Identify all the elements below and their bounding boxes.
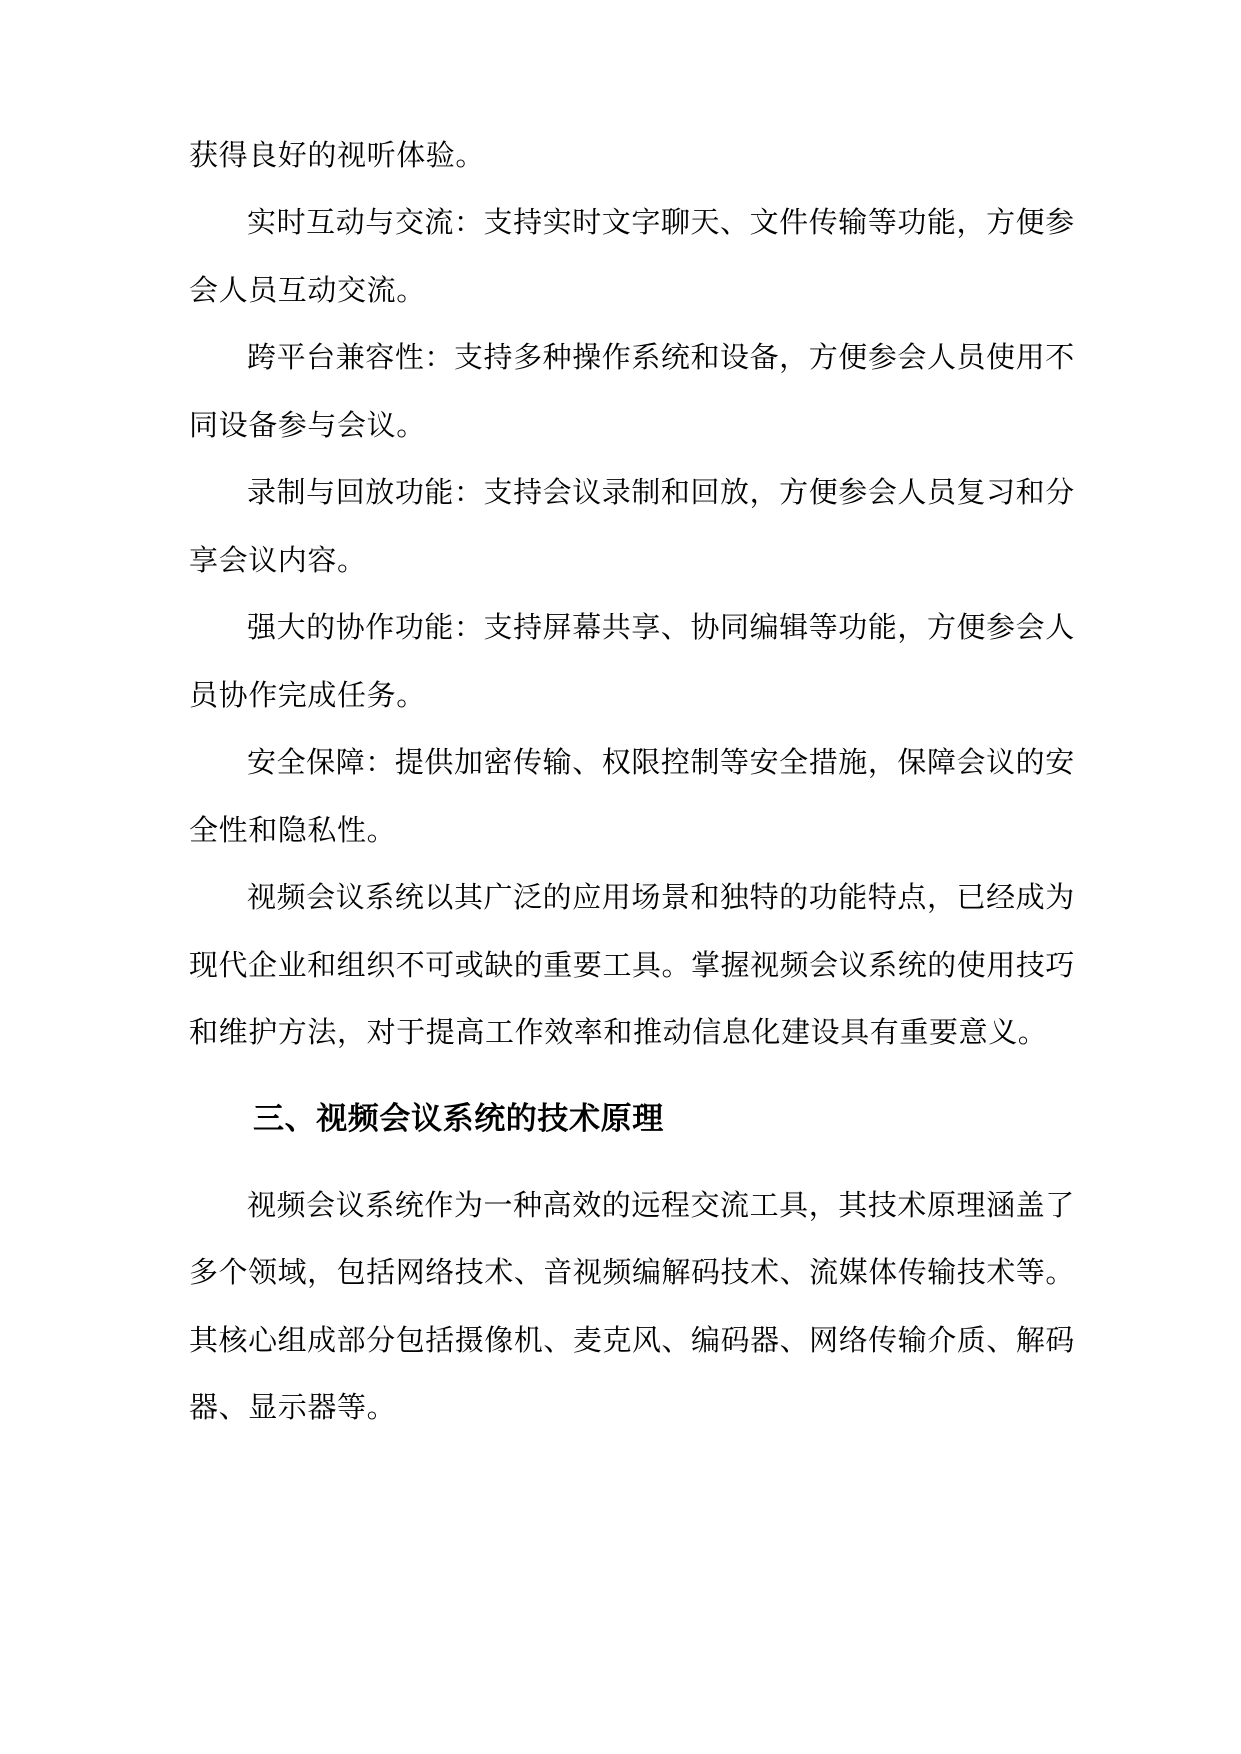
paragraph-line: 享会议内容。	[189, 543, 367, 577]
paragraph-line: 其核心组成部分包括摄像机、麦克风、编码器、网络传输介质、解码	[189, 1323, 1075, 1357]
paragraph-line: 员协作完成任务。	[189, 678, 426, 712]
paragraph-line: 多个领域，包括网络技术、音视频编解码技术、流媒体传输技术等。	[189, 1255, 1075, 1289]
paragraph-line: 跨平台兼容性：支持多种操作系统和设备，方便参会人员使用不	[247, 340, 1075, 374]
paragraph-line: 同设备参与会议。	[189, 408, 426, 442]
paragraph-line: 会人员互动交流。	[189, 273, 426, 307]
paragraph-line: 视频会议系统以其广泛的应用场景和独特的功能特点，已经成为	[247, 880, 1075, 914]
paragraph-line: 全性和隐私性。	[189, 813, 397, 847]
section-heading: 三、视频会议系统的技术原理	[253, 1101, 664, 1137]
paragraph-line: 获得良好的视听体验。	[189, 138, 486, 172]
paragraph-line: 强大的协作功能：支持屏幕共享、协同编辑等功能，方便参会人	[247, 610, 1075, 644]
paragraph-line: 安全保障：提供加密传输、权限控制等安全措施，保障会议的安	[247, 745, 1075, 779]
paragraph-line: 现代企业和组织不可或缺的重要工具。掌握视频会议系统的使用技巧	[189, 948, 1075, 982]
paragraph-line: 实时互动与交流：支持实时文字聊天、文件传输等功能，方便参	[247, 205, 1075, 239]
paragraph-line: 器、显示器等。	[189, 1390, 397, 1424]
paragraph-line: 和维护方法，对于提高工作效率和推动信息化建设具有重要意义。	[189, 1015, 1048, 1049]
paragraph-line: 视频会议系统作为一种高效的远程交流工具，其技术原理涵盖了	[247, 1188, 1075, 1222]
paragraph-line: 录制与回放功能：支持会议录制和回放，方便参会人员复习和分	[247, 475, 1075, 509]
